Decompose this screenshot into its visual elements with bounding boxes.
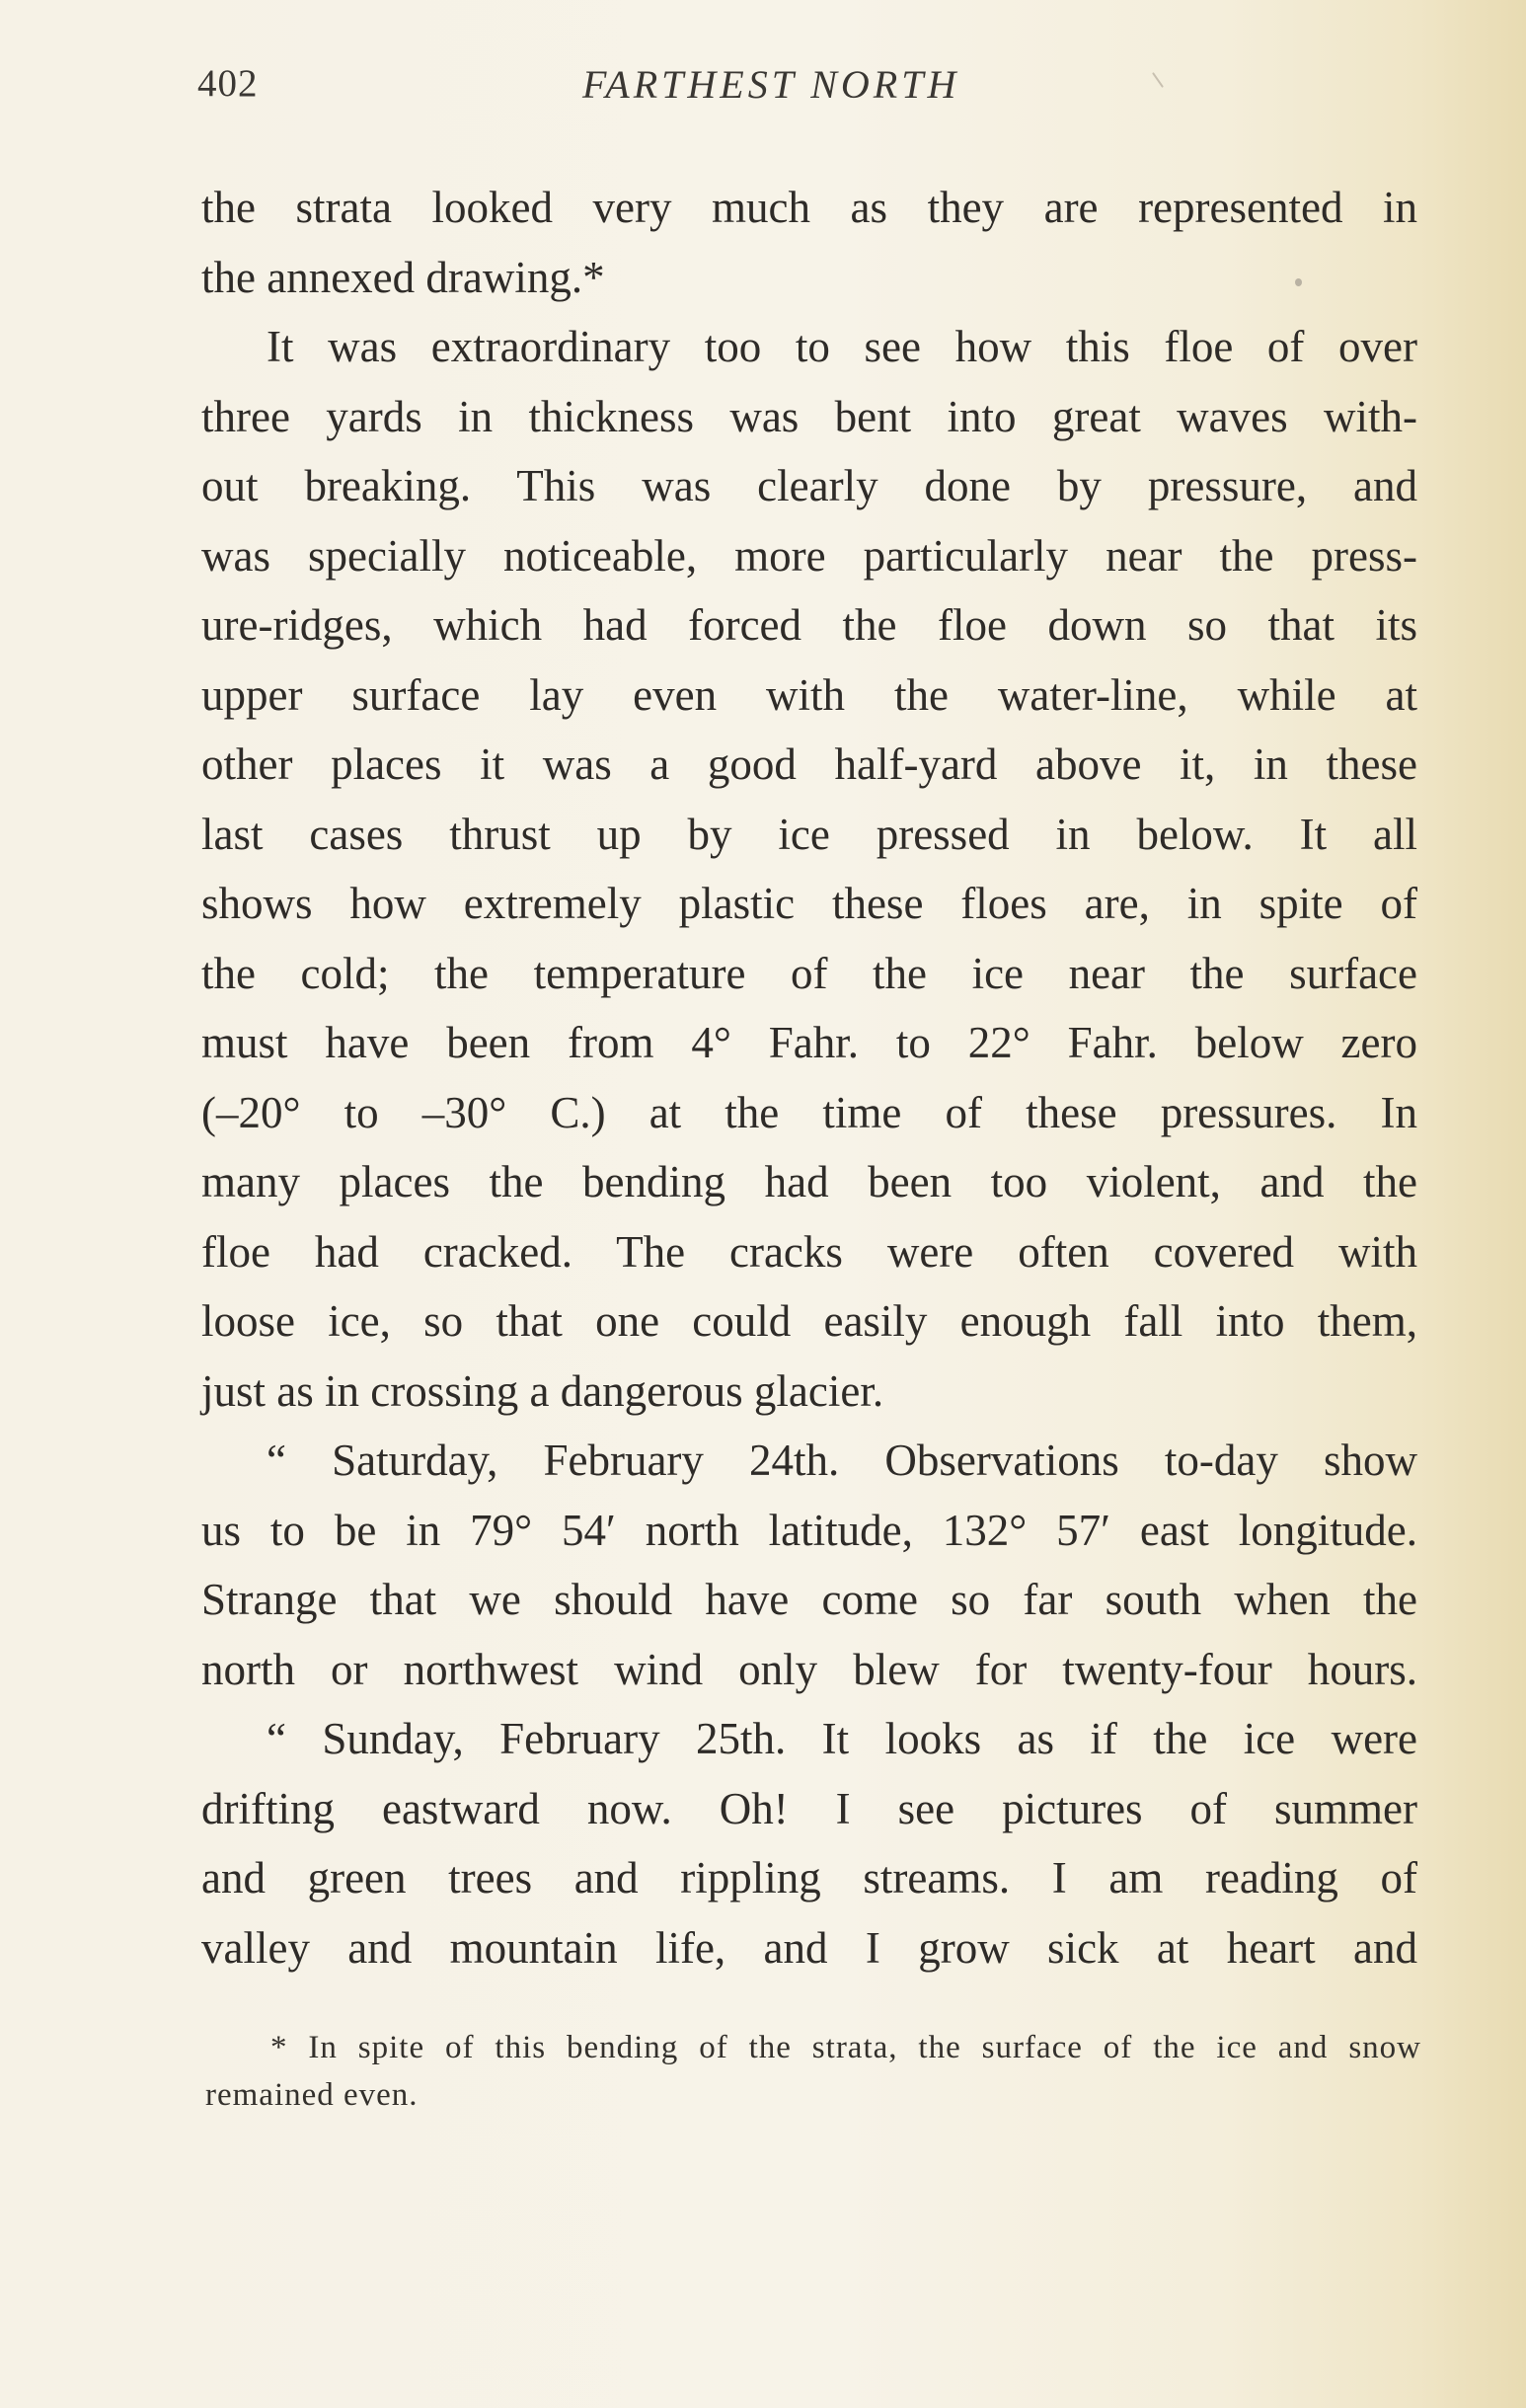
page-header bbox=[197, 61, 1421, 120]
text-line: the strata looked very much as they are represented in bbox=[201, 183, 1417, 232]
text-line: north or northwest wind only blew for twenty-four hours. bbox=[201, 1644, 1417, 1694]
text-line: last cases thrust up by ice pressed in below. It all bbox=[201, 809, 1417, 859]
text-line: (–20° to –30° C.) at the time of these pressures. In bbox=[201, 1087, 1417, 1137]
text-line: valley and mountain life, and I grow sick at heart and bbox=[201, 1922, 1417, 1973]
footnote-line: * In spite of this bending of the strata, the surface of the ice and snow bbox=[270, 2030, 1421, 2065]
page-number: 402 bbox=[197, 62, 259, 105]
text-line: drifting eastward now. Oh! I see pictures of summer bbox=[201, 1783, 1417, 1833]
text-line: other places it was a good half-yard above it, in these bbox=[201, 739, 1417, 789]
text-line: us to be in 79° 54′ north latitude, 132° 57′ east longitude. bbox=[201, 1505, 1417, 1555]
text-line: and green trees and rippling streams. I am reading of bbox=[201, 1853, 1417, 1903]
running-title: FARTHEST NORTH bbox=[582, 62, 960, 107]
body-text bbox=[201, 173, 1417, 1982]
text-line: must have been from 4° Fahr. to 22° Fahr. below zero bbox=[201, 1018, 1417, 1067]
text-line: just as in crossing a dangerous glacier. bbox=[201, 1365, 884, 1416]
text-line: three yards in thickness was bent into great waves with- bbox=[201, 391, 1417, 441]
paper-speck bbox=[1295, 278, 1302, 286]
text-line: Strange that we should have come so far south when the bbox=[201, 1575, 1417, 1624]
footnote bbox=[205, 2024, 1421, 2119]
text-line: “ Sunday, February 25th. It looks as if the ice were bbox=[267, 1714, 1417, 1763]
text-line: “ Saturday, February 24th. Observations to-day show bbox=[267, 1436, 1417, 1485]
footnote-line: remained even. bbox=[205, 2077, 419, 2113]
text-line: out breaking. This was clearly done by pressure, and bbox=[201, 461, 1417, 510]
text-line: the cold; the temperature of the ice near the surface bbox=[201, 948, 1417, 998]
text-line: upper surface lay even with the water-line, while at bbox=[201, 669, 1417, 720]
text-line: ure-ridges, which had forced the floe down so that its bbox=[201, 600, 1417, 650]
text-line: It was extraordinary too to see how this floe of over bbox=[267, 322, 1417, 371]
text-line: shows how extremely plastic these floes are, in spite of bbox=[201, 879, 1417, 928]
text-line: floe had cracked. The cracks were often covered with bbox=[201, 1226, 1417, 1277]
text-line: loose ice, so that one could easily enough fall into them, bbox=[201, 1296, 1417, 1346]
text-line: was specially noticeable, more particularly near the press- bbox=[201, 530, 1417, 581]
text-line: the annexed drawing.* bbox=[201, 252, 605, 302]
text-line: many places the bending had been too violent, and the bbox=[201, 1157, 1417, 1206]
